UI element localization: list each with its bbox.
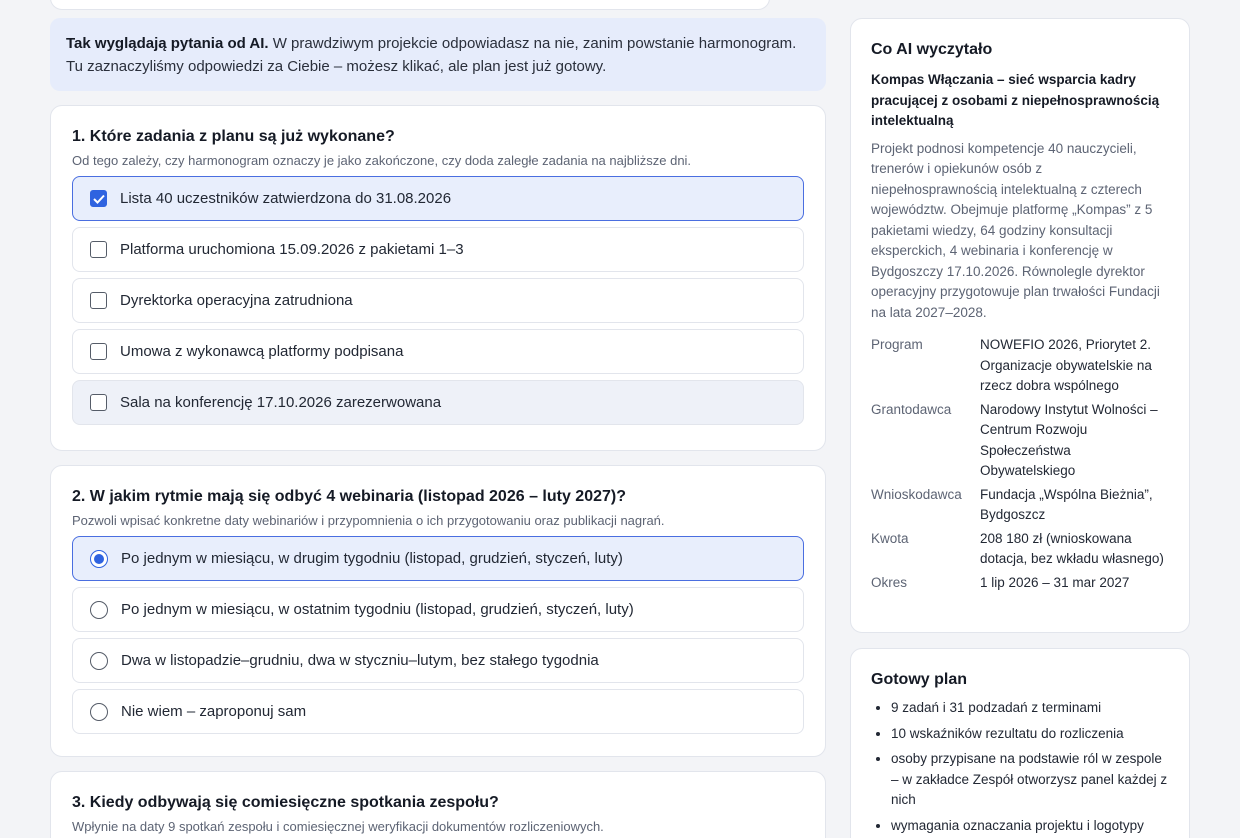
radio-button[interactable] bbox=[90, 601, 108, 619]
radio-option[interactable] bbox=[72, 587, 804, 632]
radio-option[interactable] bbox=[72, 638, 804, 683]
checkbox[interactable] bbox=[90, 292, 107, 309]
project-title: Kompas Włączania – sieć wsparcia kadry pracującej z osobami z niepełnosprawnością intelektualną bbox=[871, 72, 1160, 128]
info-text: W prawdziwym projekcie odpowiadasz na nie, zanim powstanie harmonogram. Tu zaznaczyliśmy odpowiedzi za Ciebie – możesz klikać, ale plan jest już gotowy. bbox=[66, 35, 797, 75]
ai-summary-panel bbox=[850, 18, 1190, 633]
panel-heading: Co AI wyczytało bbox=[871, 41, 993, 58]
meta-key: Kwota bbox=[871, 530, 909, 546]
meta-value: 1 lip 2026 – 31 mar 2027 bbox=[980, 574, 1130, 590]
question-title: 1. Które zadania z planu są już wykonane? bbox=[72, 128, 395, 145]
meta-row bbox=[871, 529, 1169, 570]
previous-card-stub bbox=[50, 0, 770, 10]
meta-key: Grantodawca bbox=[871, 401, 952, 417]
ai-questions-info bbox=[50, 18, 826, 91]
checkbox[interactable] bbox=[90, 190, 107, 207]
question-subtitle: Od tego zależy, czy harmonogram oznaczy je jako zakończone, czy doda zaległe zadania na najbliższe dni. bbox=[72, 153, 692, 168]
checkbox-group bbox=[72, 176, 804, 425]
checkbox-option[interactable] bbox=[72, 380, 804, 425]
plan-item: • 9 zadań i 31 podzadań z terminami bbox=[891, 698, 1169, 719]
question-card-3 bbox=[50, 771, 826, 838]
plan-item: • 10 wskaźników rezultatu do rozliczenia bbox=[891, 724, 1169, 745]
meta-value: Narodowy Instytut Wolności – Centrum Rozwoju Społeczeństwa Obywatelskiego bbox=[980, 401, 1158, 478]
question-subtitle: Wpłynie na daty 9 spotkań zespołu i comiesięcznej weryfikacji dokumentów rozliczeniowych. bbox=[72, 819, 604, 834]
meta-key: Program bbox=[871, 337, 923, 352]
checkbox-option[interactable] bbox=[72, 227, 804, 272]
meta-key: Okres bbox=[871, 574, 908, 590]
meta-row bbox=[871, 335, 1169, 397]
option-label: Nie wiem – zaproponuj sam bbox=[121, 703, 307, 720]
radio-button[interactable] bbox=[90, 652, 108, 670]
option-label: Po jednym w miesiącu, w ostatnim tygodniu (listopad, grudzień, styczeń, luty) bbox=[121, 601, 634, 618]
radio-button[interactable] bbox=[90, 703, 108, 721]
meta-row bbox=[871, 573, 1169, 594]
radio-option[interactable] bbox=[72, 689, 804, 734]
project-description: Projekt podnosi kompetencje 40 nauczycieli, trenerów i opiekunów osób z niepełnosprawnością intelektualną z czterech województw. Obejmuje platformę „Kompas” z 5 pakietami wiedzy, 64 godziny konsultacji eksperckich, 4 webinaria i konferencję w Bydgoszczy 17.10.2026. Równolegle dyrektor operacyjny przygotowuje plan trwałości Fundacji na lata 2027–2028. bbox=[871, 140, 1160, 320]
meta-value: NOWEFIO 2026, Priorytet 2. Organizacje obywatelskie na rzecz dobra wspólnego bbox=[980, 337, 1152, 393]
meta-key: Wnioskodawca bbox=[871, 486, 962, 502]
meta-value: Fundacja „Wspólna Bieżnia”, Bydgoszcz bbox=[980, 486, 1153, 522]
meta-value: 208 180 zł (wnioskowana dotacja, bez wkładu własnego) bbox=[980, 530, 1164, 566]
plan-item: • wymagania oznaczania projektu i logotypy bbox=[891, 816, 1169, 837]
question-subtitle: Pozwoli wpisać konkretne daty webinariów i przypomnienia o ich przygotowaniu oraz publikacji nagrań. bbox=[72, 513, 665, 528]
question-card-1 bbox=[50, 105, 826, 451]
plan-item: • osoby przypisane na podstawie ról w zespole – w zakładce Zespół otworzysz panel każdej z nich bbox=[891, 749, 1169, 811]
checkbox-option[interactable] bbox=[72, 176, 804, 221]
checkbox[interactable] bbox=[90, 394, 107, 411]
panel-heading: Gotowy plan bbox=[871, 671, 967, 688]
checkbox-option[interactable] bbox=[72, 278, 804, 323]
option-label: Dyrektorka operacyjna zatrudniona bbox=[120, 292, 353, 309]
plan-list bbox=[871, 698, 1169, 836]
option-label: Platforma uruchomiona 15.09.2026 z pakietami 1–3 bbox=[120, 241, 464, 258]
question-title: 2. W jakim rytmie mają się odbyć 4 webinaria (listopad 2026 – luty 2027)? bbox=[72, 488, 626, 505]
option-label: Dwa w listopadzie–grudniu, dwa w styczniu–lutym, bez stałego tygodnia bbox=[121, 652, 599, 669]
project-meta bbox=[871, 335, 1169, 593]
option-label: Lista 40 uczestników zatwierdzona do 31.08.2026 bbox=[120, 190, 452, 207]
option-label: Po jednym w miesiącu, w drugim tygodniu (listopad, grudzień, styczeń, luty) bbox=[121, 550, 623, 567]
meta-row bbox=[871, 485, 1169, 526]
ready-plan-panel bbox=[850, 648, 1190, 838]
info-bold: Tak wyglądają pytania od AI. bbox=[66, 35, 269, 52]
radio-group bbox=[72, 536, 804, 734]
checkbox-option[interactable] bbox=[72, 329, 804, 374]
option-label: Umowa z wykonawcą platformy podpisana bbox=[120, 343, 404, 360]
question-card-2 bbox=[50, 465, 826, 757]
meta-row bbox=[871, 400, 1169, 482]
checkbox[interactable] bbox=[90, 241, 107, 258]
check-icon bbox=[93, 194, 105, 204]
radio-option[interactable] bbox=[72, 536, 804, 581]
checkbox[interactable] bbox=[90, 343, 107, 360]
option-label: Sala na konferencję 17.10.2026 zarezerwowana bbox=[120, 394, 442, 411]
radio-button[interactable] bbox=[90, 550, 108, 568]
question-title: 3. Kiedy odbywają się comiesięczne spotkania zespołu? bbox=[72, 794, 499, 811]
